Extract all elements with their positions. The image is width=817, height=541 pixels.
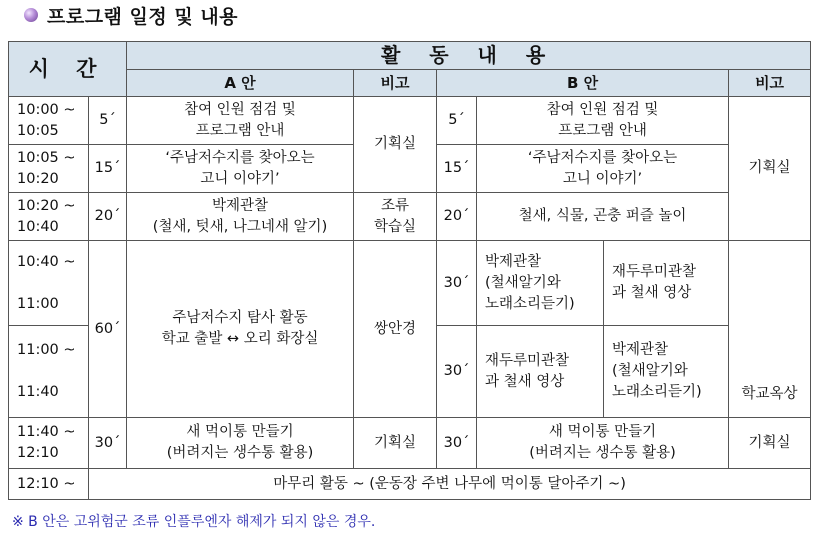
- duration-cell: 30´: [437, 418, 477, 469]
- activity-header: 활 동 내 용: [127, 42, 811, 70]
- plan-a-remark-header: 비고: [354, 70, 437, 97]
- plan-b-activity: ‘주남저수지를 찾아오는 고니 이야기’: [477, 145, 729, 193]
- closing-activity: 마무리 활동 ~ (운동장 주변 나무에 먹이통 달아주기 ~): [89, 469, 811, 500]
- duration-cell: 20´: [89, 193, 127, 241]
- plan-b-remark: 학교옥상: [729, 241, 811, 418]
- duration-cell: 5´: [437, 97, 477, 145]
- time-cell: 10:40 ~ 11:00: [9, 241, 89, 326]
- plan-a-remark: 기획실: [354, 418, 437, 469]
- duration-cell: 20´: [437, 193, 477, 241]
- time-cell: 10:00 ~ 10:05: [9, 97, 89, 145]
- plan-b-remark: 기획실: [729, 418, 811, 469]
- page-title: 프로그램 일정 및 내용: [47, 5, 239, 28]
- duration-cell: 60´: [89, 241, 127, 418]
- plan-a-header: A 안: [127, 70, 354, 97]
- schedule-table: [8, 41, 811, 500]
- duration-cell: 15´: [89, 145, 127, 193]
- plan-a-remark: 조류 학습실: [354, 193, 437, 241]
- plan-b-activity: 참여 인원 점검 및 프로그램 안내: [477, 97, 729, 145]
- duration-cell: 30´: [437, 326, 477, 418]
- duration-cell: 15´: [437, 145, 477, 193]
- duration-cell: 30´: [89, 418, 127, 469]
- time-cell: 11:00 ~ 11:40: [9, 326, 89, 418]
- time-cell: 10:20 ~ 10:40: [9, 193, 89, 241]
- plan-a-activity: 주남저수지 탐사 활동 학교 출발 ↔ 오리 화장실: [127, 241, 354, 418]
- time-header: 시 간: [9, 42, 127, 97]
- plan-b-header: B 안: [437, 70, 729, 97]
- footnote: ※ B 안은 고위험군 조류 인플루엔자 해제가 되지 않은 경우.: [12, 514, 376, 530]
- plan-b-activity-2: 재두루미관찰 과 철새 영상: [604, 241, 729, 326]
- plan-a-activity: 참여 인원 점검 및 프로그램 안내: [127, 97, 354, 145]
- plan-a-remark: 기획실: [354, 97, 437, 193]
- bullet-icon: [24, 8, 38, 22]
- time-cell: 12:10 ~: [9, 469, 89, 500]
- plan-a-activity: ‘주남저수지를 찾아오는 고니 이야기’: [127, 145, 354, 193]
- section-heading: [24, 2, 238, 28]
- plan-a-activity: 박제관찰 (철새, 텃새, 나그네새 알기): [127, 193, 354, 241]
- plan-a-remark: 쌍안경: [354, 241, 437, 418]
- duration-cell: 30´: [437, 241, 477, 326]
- plan-b-remark: 기획실: [729, 97, 811, 241]
- plan-b-remark-header: 비고: [729, 70, 811, 97]
- plan-a-activity: 새 먹이통 만들기 (버려지는 생수통 활용): [127, 418, 354, 469]
- plan-b-activity: 새 먹이통 만들기 (버려지는 생수통 활용): [477, 418, 729, 469]
- time-cell: 10:05 ~ 10:20: [9, 145, 89, 193]
- plan-b-activity: 철새, 식물, 곤충 퍼즐 놀이: [477, 193, 729, 241]
- time-cell: 11:40 ~ 12:10: [9, 418, 89, 469]
- plan-b-activity-2: 박제관찰 (철새알기와 노래소리듣기): [604, 326, 729, 418]
- duration-cell: 5´: [89, 97, 127, 145]
- plan-b-activity-1: 박제관찰 (철새알기와 노래소리듣기): [477, 241, 604, 326]
- plan-b-activity-1: 재두루미관찰 과 철새 영상: [477, 326, 604, 418]
